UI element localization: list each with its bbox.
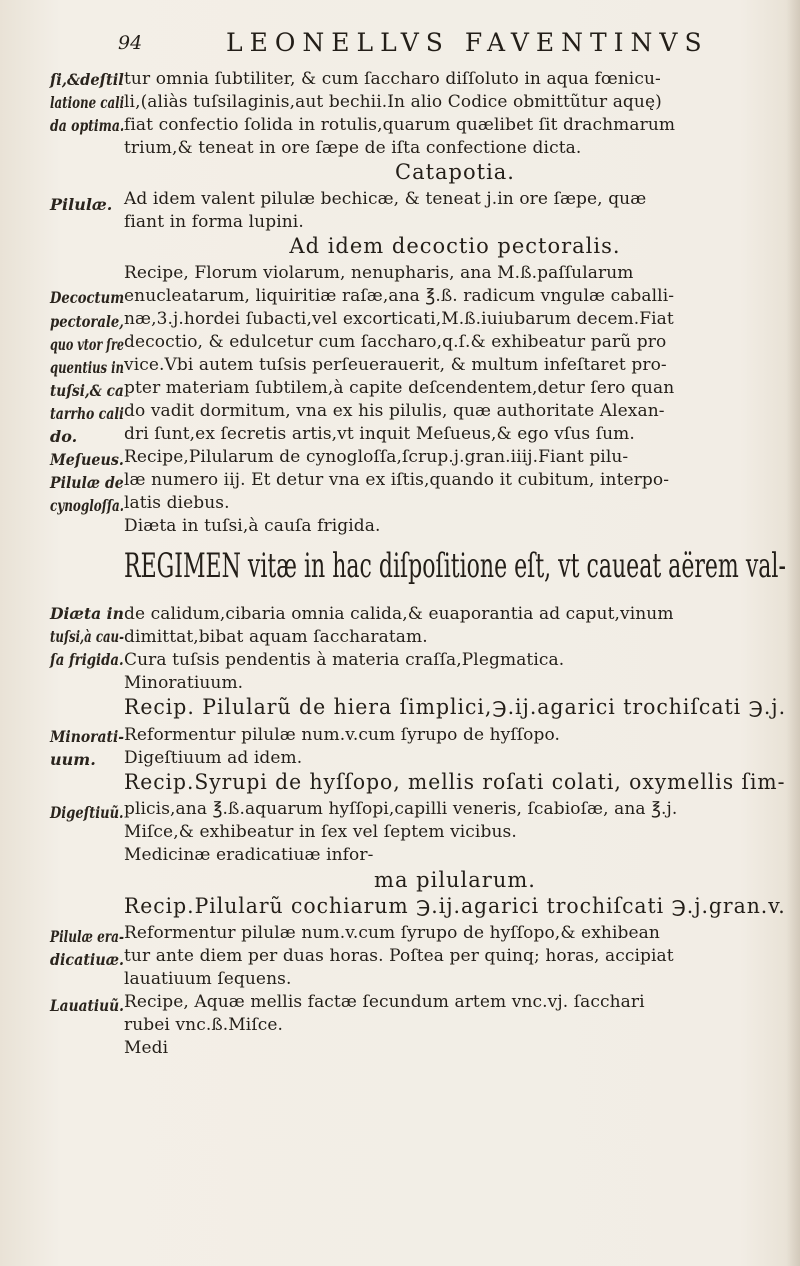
- text-line: Reformentur pilulæ num.v.cum ſyrupo de hyſſopo,& exhibean: [124, 923, 660, 943]
- margin-note: Digeſtiuũ.: [50, 803, 124, 822]
- margin-note: tuſsi,à cau-: [50, 627, 124, 646]
- text-line: trium,& teneat in ore ſæpe de iſta confectione dicta.: [124, 138, 582, 158]
- text-line: plicis,ana ℥.ß.aquarum hyſſopi,capilli veneris, ſcabioſæ, ana ℥.j.: [124, 799, 678, 819]
- text-line: Cura tuſsis pendentis à materia craſſa,Plegmatica.: [124, 650, 565, 670]
- text-line: tur ante diem per duas horas. Poſtea per quinq; horas, accipiat: [124, 946, 674, 966]
- margin-note: quentius in: [50, 358, 124, 377]
- text-line: tur omnia ſubtiliter, & cum ſaccharo diſſoluto in aqua fœnicu-: [124, 69, 661, 89]
- margin-note: pectorale,: [50, 312, 124, 331]
- margin-note: Pilulæ.: [50, 195, 113, 214]
- margin-note: uum.: [50, 750, 96, 769]
- text-line: dri ſunt,ex ſecretis artis,vt inquit Meſueus,& ego vſus ſum.: [124, 424, 635, 444]
- margin-note: cynogloſſa.: [50, 496, 124, 515]
- margin-note: Pilulæ era-: [50, 927, 124, 946]
- text-line: næ,3.j.hordei ſubacti,vel excorticati,M.ß.iuiubarum decem.Fiat: [124, 309, 674, 329]
- page-header: [118, 28, 778, 60]
- text-line: Ad idem valent pilulæ bechicæ, & teneat j.in ore ſæpe, quæ: [124, 189, 647, 209]
- margin-note: dicatiuæ.: [50, 950, 124, 969]
- section-heading: ma pilularum.: [374, 868, 536, 892]
- margin-note: do.: [50, 427, 78, 446]
- text-line: Recipe, Florum violarum, nenupharis, ana M.ß.paſſularum: [124, 263, 634, 283]
- text-line: rubei vnc.ß.Miſce.: [124, 1015, 284, 1035]
- margin-note: Decoctum: [50, 288, 125, 307]
- section-heading: Recip. Pilularũ de hiera ſimplici,℈.ij.agarici trochiſcati ℈.j.: [124, 695, 787, 719]
- text-line: lauatiuum ſequens.: [124, 969, 292, 989]
- text-line: latis diebus.: [124, 493, 230, 513]
- section-heading: Ad idem decoctio pectoralis.: [289, 234, 621, 258]
- margin-note: latione cali: [50, 93, 125, 112]
- text-line: Recipe,Pilularum de cynogloſſa,ſcrup.j.gran.iiij.Fiant pilu-: [124, 447, 629, 467]
- text-line: Reformentur pilulæ num.v.cum ſyrupo de hyſſopo.: [124, 725, 561, 745]
- text-line: Medicinæ eradicatiuæ infor-: [124, 845, 374, 865]
- page-edge-shadow: [786, 0, 800, 1266]
- text-line: Minoratiuum.: [124, 673, 244, 693]
- margin-note: tarrho cali: [50, 404, 124, 423]
- margin-note: tuſsi,& ca: [50, 381, 124, 400]
- text-line: Miſce,& exhibeatur in ſex vel ſeptem vicibus.: [124, 822, 517, 842]
- margin-note: Pilulæ de: [50, 473, 124, 492]
- text-line: Recipe, Aquæ mellis factæ ſecundum artem vnc.vj. ſacchari: [124, 992, 645, 1012]
- section-heading: Recip.Syrupi de hyſſopo, mellis roſati colati, oxymellis ſim-: [124, 770, 786, 794]
- text-line: Medi: [124, 1038, 169, 1058]
- running-title: LEONELLVS FAVENTINVS: [226, 28, 709, 57]
- margin-note: Lauatiuũ.: [50, 996, 124, 1015]
- section-heading: Recip.Pilularũ cochiarum ℈.ij.agarici trochiſcati ℈.j.gran.v.: [124, 894, 786, 918]
- text-line: decoctio, & edulcetur cum ſaccharo,q.ſ.& exhibeatur parũ pro: [124, 332, 667, 352]
- text-line: Diæta in tuſsi,à cauſa frigida.: [124, 516, 381, 536]
- text-line: fiat confectio ſolida in rotulis,quarum quælibet ſit drachmarum: [124, 115, 676, 135]
- section-heading: Catapotia.: [395, 160, 515, 184]
- text-line: dimittat,bibat aquam ſaccharatam.: [124, 627, 428, 647]
- margin-note: ſa frigida.: [50, 650, 124, 669]
- text-line: li,(aliàs tuſsilaginis,aut bechii.In alio Codice obmittũtur aquę): [124, 92, 662, 112]
- text-line: fiant in forma lupini.: [124, 212, 304, 232]
- text-line: de calidum,cibaria omnia calida,& euaporantia ad caput,vinum: [124, 604, 674, 624]
- margin-note: da optima.: [50, 116, 125, 135]
- text-line: vice.Vbi autem tuſsis perſeuerauerit, & multum infeſtaret pro-: [124, 355, 667, 375]
- margin-note: Diæta in: [50, 604, 124, 623]
- text-line: enucleatarum, liquiritiæ raſæ,ana ℥.ß. radicum vngulæ caballi-: [124, 286, 675, 306]
- text-line: Digeſtiuum ad idem.: [124, 748, 303, 768]
- margin-note: ſi,&deſtil: [50, 70, 124, 89]
- text-line: pter materiam ſubtilem,à capite deſcendentem,detur ſero quan: [124, 378, 675, 398]
- margin-note: quo vtor ſre: [50, 335, 124, 354]
- text-line: læ numero iij. Et detur vna ex iſtis,quando it cubitum, interpo-: [124, 470, 670, 490]
- section-heading: REGIMEN vitæ in hac diſpoſitione eſt, vt caueat aërem val-: [124, 546, 786, 586]
- margin-note: Meſueus.: [50, 450, 124, 469]
- margin-note: Minorati-: [50, 727, 125, 746]
- text-line: do vadit dormitum, vna ex his pilulis, quæ authoritate Alexan-: [124, 401, 665, 421]
- page-number: 94: [118, 32, 143, 54]
- margin-notes: [0, 0, 130, 1266]
